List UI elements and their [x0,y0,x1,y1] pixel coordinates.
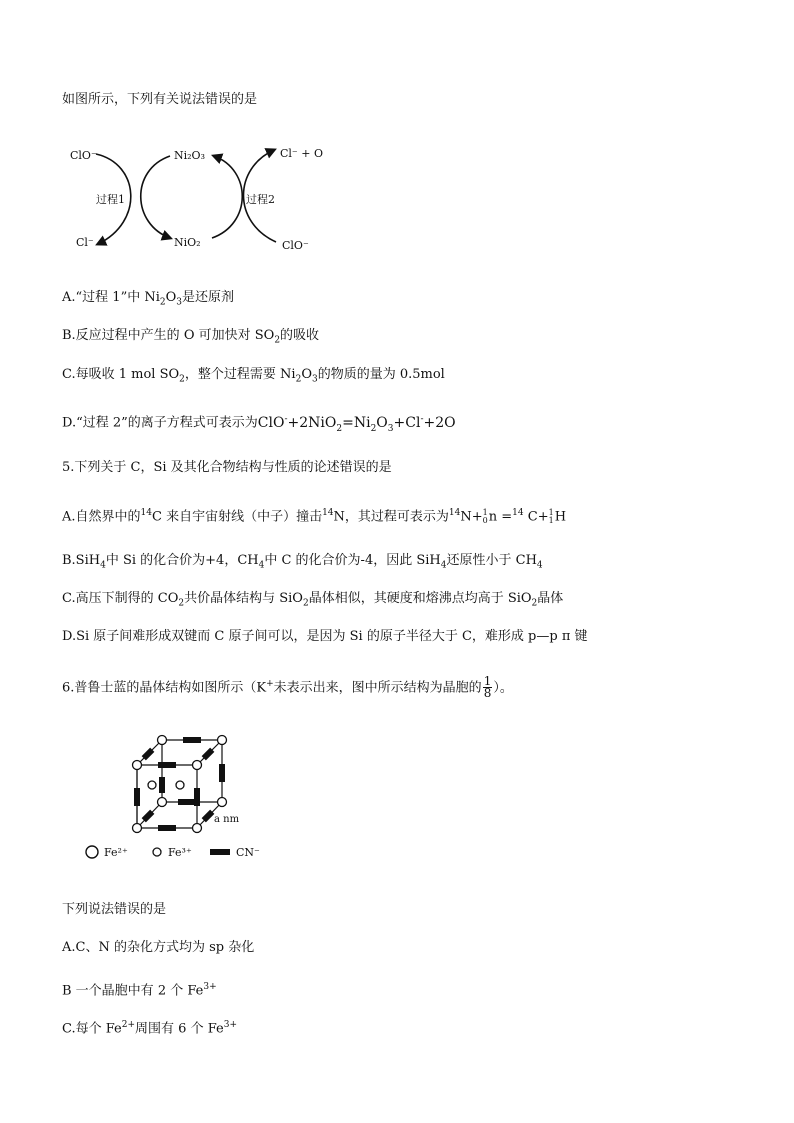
q6-option-a: A.C、N 的杂化方式均为 sp 杂化 [62,940,255,955]
intro-text: 如图所示，下列有关说法错误的是 [62,92,258,107]
q6-option-c: C.每个 $Fe^{2+}$周围有 6 个 $Fe^{3+}$ [62,1020,237,1037]
legend-cn-marker [210,849,230,855]
q5-option-a: A.自然界中的$^{14}$C 来自宇宙射线（中子）撞击$^{14}$N，其过程可表示为$^{14}$N+ 1 0 n =$^{14}$ C+ 1 1 H [62,507,567,525]
process2-equation: $ClO^-+2NiO_2=Ni_2O_3+Cl^-+2O$ [257,414,456,434]
legend-fe3-marker [153,848,161,856]
prussian-blue-crystal-diagram [82,730,282,865]
q4-option-d: D.“过程 2”的离子方程式可表示为$ClO^-+2NiO_2=Ni_2O_3+Cl^-+2O$ [62,414,456,434]
q6-after-figure: 下列说法错误的是 [62,902,167,917]
cl-left-label: Cl⁻ [76,236,94,249]
process1-label: 过程1 [96,193,125,206]
ni2o3-label: Ni₂O₃ [174,149,205,162]
q4-option-b: B.反应过程中产生的 O 可加快对 $SO_2$的吸收 [62,328,320,346]
legend-fe2-label: Fe²⁺ [104,846,128,859]
q6-option-b: B 一个晶胞中有 2 个 $Fe^{3+}$ [62,982,217,999]
q4-option-a: A.“过程 1”中 $Ni_2O_3$是还原剂 [62,290,235,308]
ring-arrow-down [141,156,170,238]
catalytic-cycle-diagram [62,132,352,260]
one-eighth-fraction: $\frac{1}{8}$ [483,674,492,701]
nio2-label: NiO₂ [174,236,201,249]
ring-arrow-up [212,156,242,238]
q5-option-d: D.Si 原子间难形成双键而 C 原子间可以，是因为 Si 的原子半径大于 C，难形成 p—p π 键 [62,629,588,644]
q4-option-c: C.每吸收 1 mol $SO_2$，整个过程需要 $Ni_2O_3$的物质的量为 0.5mol [62,367,445,385]
neutron-mass-number-stack: 1 0 [482,507,488,525]
q5-option-c: C.高压下制得的 $CO_2$共价晶体结构与 SiO$_2$晶体相似，其硬度和熔沸点均高于 SiO$_2$晶体 [62,591,564,609]
legend-cn-label: CN⁻ [236,846,260,859]
process2-label: 过程2 [246,193,275,206]
edge-length-label: a nm [214,814,240,825]
q6-stem: 6.普鲁士蓝的晶体结构如图所示（K+未表示出来，图中所示结构为晶胞的 $\frac{1}{8}$ ）。 [62,674,513,701]
legend-fe3-label: Fe³⁺ [168,846,192,859]
cl-o-right-label: Cl⁻ + O [280,147,323,160]
legend-fe2-marker [86,846,98,858]
q5-option-b: B.SiH$_4$中 Si 的化合价为+4，$CH_4$中 C 的化合价为-4，因此 SiH$_4$还原性小于 $CH_4$ [62,553,543,571]
clo-right-label: ClO⁻ [282,239,309,252]
proton-mass-number-stack: 1 1 [548,507,554,525]
q5-stem: 5.下列关于 C，Si 及其化合物结构与性质的论述错误的是 [62,460,392,475]
clo-left-label: ClO⁻ [70,149,97,162]
